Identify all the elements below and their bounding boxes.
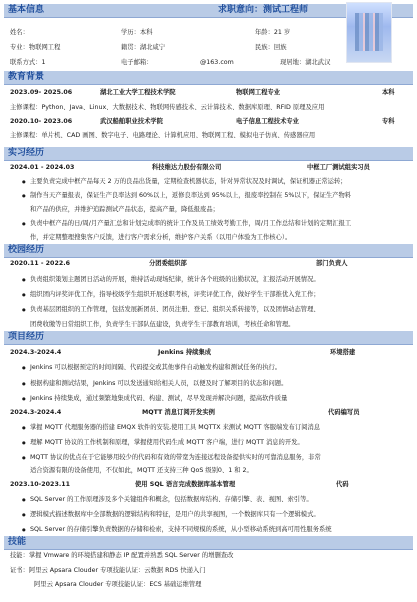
intern-bullet-cont: 和产品的供应，并维护追踪测试产品状态，提高产量，降低报废品； [30, 206, 219, 213]
campus-bullet-cont: 团费收缴等日常组织工作，负责学生干部队伍建设，负责学生干部教育培训，考核任命和管理。 [30, 321, 295, 328]
project-3-bullet: ● SQL Server 的存储引擎负责数据的存储和检索，支持不同规模的系统，从小型移动系统到高可用性服务系统 [30, 526, 332, 534]
project-2-bullet: ● 理解 MQTT 协议的工作机制和原理，掌握使用代码生成 MQTT 客户端，进行 MQTT 消息的开发。 [30, 439, 304, 447]
section-title-projects: 项目经历 [8, 332, 45, 342]
intern-role: 中框工厂测试组实习员 [307, 164, 370, 171]
project-name-3: 使用 SQL 语言完成数据库基本管理 [135, 481, 236, 488]
job-intent: 求职意向：测试工程师 [218, 5, 309, 15]
campus-bullet: ● 负责组织策划主题团日活动的开展，维持活动现场纪律，统计各个班级的出勤状况，汇报活动开展情况。 [30, 276, 320, 284]
project-3-bullet: ● SQL Server 的工作原理涉及多个关键组件和概念，包括数据库结构、存储引擎、表、视图、索引等。 [30, 496, 313, 504]
edu-courses-1: 主修课程：Python、Java、Linux、大数据技术、物联网传感技术、云计算技术、数据库原理、RFID 原理及应用 [10, 104, 325, 111]
profile-photo [346, 2, 392, 63]
edu-major-1: 物联网工程专业 [236, 89, 281, 96]
email-domain: @163.com [200, 59, 234, 66]
project-1-bullet: ● Jenkins 可以根据预定的时间间隔、代码提交或其他事件自动触发构建和测试任务的执行。 [30, 364, 281, 372]
edu-degree-2: 专科 [382, 118, 395, 125]
major: 专业：物联网工程 [10, 44, 61, 51]
section-title-basic: 基本信息 [8, 5, 45, 15]
section-header-education [4, 71, 413, 85]
contact: 联系方式：1 [10, 59, 46, 66]
project-name-2: MQTT 消息订阅开发实例 [142, 409, 215, 416]
project-role-2: 代码编写员 [328, 409, 360, 416]
project-role-1: 环境搭建 [330, 349, 356, 356]
project-name-1: Jenkins 持续集成 [158, 349, 212, 356]
section-header-projects [4, 331, 413, 345]
ethnicity: 民族：回族 [255, 44, 287, 51]
project-3-bullet: ● 逻辑模式描述数据库中全部数据的逻辑结构和特征，是用户的共享视图，一个数据库只有一个逻辑模式。 [30, 511, 320, 519]
section-title-internship: 实习经历 [8, 148, 45, 158]
skills-text: 技能：掌握 Vmware 的环境搭建和静态 IP 配置并熟悉 SQL Server 的增删查改 [10, 552, 234, 559]
project-1-bullet: ● Jenkins 持续集成，通过频繁地集成代码、构建、测试，尽早发现并解决问题，提高软件质量 [30, 395, 287, 403]
project-2-bullet: ● MQTT 协议的优点在于它能够用较少的代码和有效的带宽为连接远程设备提供实时的可靠消息服务，非常 [30, 454, 321, 462]
certificate-1: 证书：阿里云 Apsara Clouder 专项技能认证：云数据 RDS 快递入门 [10, 567, 206, 574]
intern-bullet: ● 主要负责完成中框产品每天 2 万的良品出货量，定期检查机器状态，针对异常状况及时调试，保证机器正常运转； [30, 178, 347, 186]
edu-school-2: 武汉船舶职业技术学院 [100, 118, 163, 125]
edu-degree-1: 本科 [382, 89, 395, 96]
project-1-bullet: ● 根据构建和测试结果，Jenkins 可以发送通知给相关人员，以便及时了解项目的状态和问题。 [30, 380, 287, 388]
project-period-1: 2024.3-2024.4 [10, 349, 62, 356]
intern-company: 科技维达力股份有限公司 [152, 164, 222, 171]
project-role-3: 代码 [336, 481, 349, 488]
edu-school-1: 湖北工业大学工程技术学院 [100, 89, 176, 96]
certificate-2: 阿里云 Apsara Clouder 专项技能认证：ECS 基础运维管理 [34, 581, 202, 588]
origin: 籍贯：湖北咸宁 [121, 44, 166, 51]
edu-major-2: 电子信息工程技术专业 [236, 118, 299, 125]
section-header-internship [4, 147, 413, 161]
intern-bullet-cont: 作，并定期整理搜集客户反馈，进行客户需求分析，维护客户关系（以用户体验为工作核心）。 [30, 234, 292, 241]
edu-period-2: 2020.10- 2023.06 [10, 118, 73, 125]
section-title-education: 教育背景 [8, 72, 45, 82]
name-label: 姓名： [10, 29, 29, 36]
edu-period-1: 2023.09- 2025.06 [10, 89, 73, 96]
age: 年龄：21 岁 [255, 29, 291, 36]
section-header-skills [4, 536, 413, 550]
email-label: 电子邮箱： [121, 59, 153, 66]
section-title-campus: 校园经历 [8, 245, 45, 255]
education-level: 学历：本科 [121, 29, 153, 36]
intern-bullet: ● 制作当天产量报表，保证生产良率达到 60%以上，返修良率达到 95%以上，报废率控制在 5%以下，保证生产物料 [30, 192, 351, 200]
intern-period: 2024.01 - 2024.03 [10, 164, 75, 171]
campus-org: 分团委组织部 [149, 260, 187, 267]
campus-bullet: ● 负责基层团组织的工作管理，包括发展新团员、团员注册、登记、组织关系转接等，以及团情动态管理、 [30, 306, 320, 314]
intern-bullet: ● 负责中框产品的日/周/月产量汇总和计划完成率的统计工作及员工绩效考勤工作，周/月工作总结和计划的定期汇报工 [30, 220, 351, 228]
project-2-bullet-cont: 适合资源有限的设备使用，不仅如此，MQTT 还支持三种 QoS 级别0、1 和 2。 [30, 467, 253, 474]
edu-courses-2: 主修课程：单片机、CAD 画图、数字电子、电路理论、计算机应用、物联网工程、模拟电子仿真、传感器应用 [10, 132, 316, 139]
section-title-skills: 技能 [8, 537, 27, 547]
campus-role: 部门负责人 [316, 260, 348, 267]
project-period-3: 2023.10-2023.11 [10, 481, 70, 488]
project-2-bullet: ● 掌握 MQTT 代理服务器的搭建 EMQX 软件的安装,使用工具 MQTTX 来测试 MQTT 客服端发布订阅消息 [30, 424, 320, 432]
residence: 现居地：湖北武汉 [280, 59, 331, 66]
campus-period: 2020.11 - 2022.6 [10, 260, 70, 267]
section-header-campus [4, 244, 413, 258]
campus-bullet: ● 组织团内评奖评优工作，指导校级学生组织开展述职考核，评奖评优工作，做好学生干部推优入党工作； [30, 291, 320, 299]
project-period-2: 2024.3-2024.4 [10, 409, 62, 416]
